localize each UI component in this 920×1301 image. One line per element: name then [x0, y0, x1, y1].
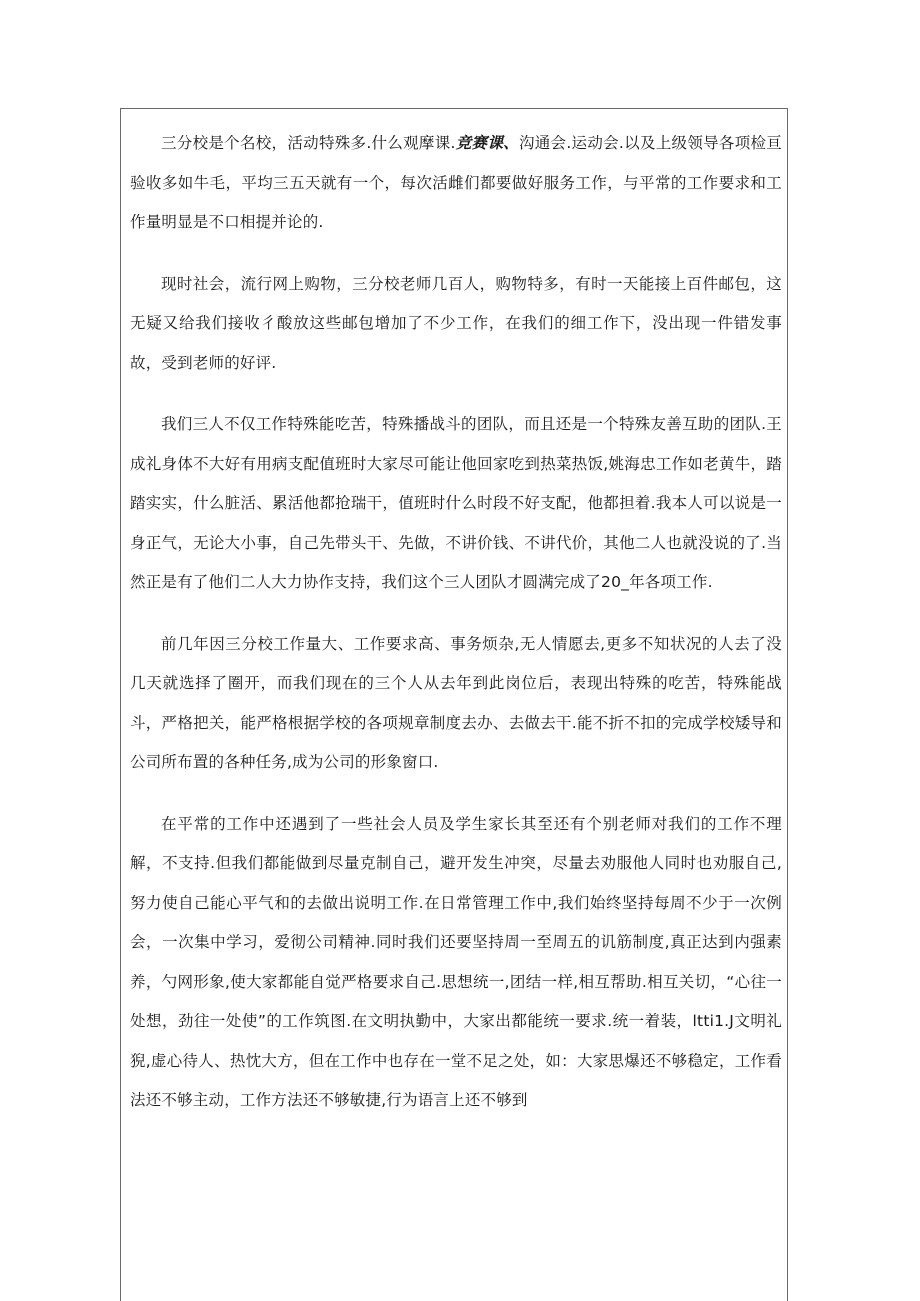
- paragraph-4: [130, 625, 782, 783]
- paragraph-2-text: 现时社会，流行网上购物，三分校老师几百人，购物特多，有时一天能接上百件邮包，这无疑又给我们接收彳酸放这些邮包增加了不少工作，在我们的细工作下，没出现一件错发事故，受到老师的好评.: [130, 274, 782, 372]
- paragraph-3: [130, 405, 782, 603]
- paragraph-1: [130, 124, 782, 243]
- paragraph-5-text: 在平常的工作中还遇到了一些社会人员及学生家长其至还有个别老师对我们的工作不理解，不支持.但我们都能做到尽量克制自己，避开发生冲突，尽量去劝服他人同时也劝服自己,努力使自己能心平气和的去做出说明工作.在日常管理工作中,我们始终坚持每周不少于一次例会，一次集中学习，爱彻公司精神.同时我们还要坚持周一至周五的讥筋制度,真正达到内强素养，勺网形象,使大家都能自觉严格要求自己.思想统一,团结一样,相互帮助.相互关切，“心往一处想，劲往一处使”的工作筑图.在文明执勤中，大家出都能统一要求.统一着装，ltti1.J文明礼猊,虚心待人、热忱大方，但在工作中也存在一堂不足之处，如：大家思爆还不够稳定，工作看法还不够主动，工作方法还不够敏捷,行为语言上还不够到: [130, 814, 782, 1109]
- paragraph-1-emphasis: 竞赛课、: [455, 134, 519, 152]
- document-body: [130, 124, 782, 1121]
- paragraph-1-text-a: 三分校是个名校，活动特殊多.什么观摩课.: [161, 134, 456, 152]
- paragraph-3-text: 我们三人不仅工作特殊能吃苦，特殊播战斗的团队，而且还是一个特殊友善互助的团队.王成礼身体不大好有用病支配值班时大家尽可能让他回家吃到热菜热饭,姚海忠工作如老黄牛，踏踏实实，什么脏活、累活他都抢瑞干，值班时什么时段不好支配，他都担着.我本人可以说是一身正气，无论大小事，自己先带头干、先做，不讲价钱、不讲代价，其他二人也就没说的了.当然正是有了他们二人大力协作支持，我们这个三人团队才圆满完成了20_年各项工作.: [130, 415, 782, 591]
- paragraph-2: [130, 265, 782, 384]
- paragraph-4-text: 前几年因三分校工作量大、工作要求高、事务烦杂,无人情愿去,更多不知状况的人去了没几天就选择了圈开，而我们现在的三个人从去年到此岗位后，表现出特殊的吃苦，特殊能战斗，严格把关，能严格根据学校的各项规章制度去办、去做去干.能不折不扣的完成学校矮导和公司所布置的各种任务,成为公司的形象窗口.: [130, 634, 782, 771]
- paragraph-1-text-b: 沟通会.运动会.以及上级领导各项检亘验收多如牛毛，平均三五天就有一个，每次活雌们都要做好服务工作，与平常的工作要求和工作量明显是不口相提并论的.: [130, 134, 782, 231]
- paragraph-5: [130, 805, 782, 1121]
